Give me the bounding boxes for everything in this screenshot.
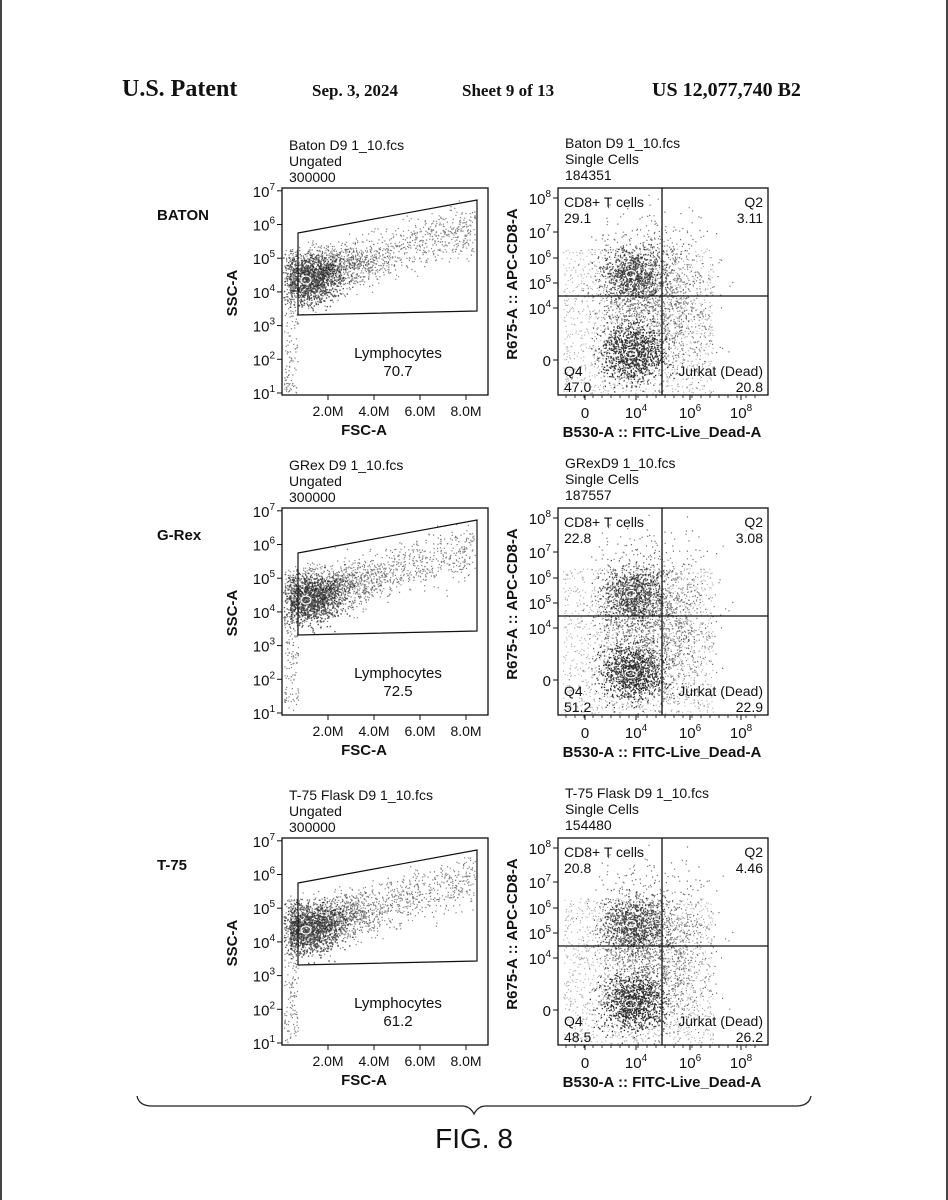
quadrant-q2-value: 3.11 — [736, 210, 763, 226]
y-tick-label: $10^8$ — [528, 839, 551, 858]
y-tick-label: $10^3$ — [252, 636, 275, 656]
x-tick-label: 8.0M — [450, 1053, 482, 1069]
quadrant-q2-value: 3.08 — [735, 530, 763, 546]
x-tick-label: 6.0M — [404, 1053, 436, 1069]
y-tick-label: $10^3$ — [252, 316, 275, 336]
y-tick-label: $10^4$ — [528, 299, 551, 318]
y-tick-label: $10^1$ — [252, 1034, 275, 1053]
x-tick-label: $10^6$ — [678, 403, 702, 422]
y-tick-label: $10^5$ — [252, 249, 275, 269]
quadrant-q2-name: Q2 — [744, 844, 763, 860]
scatter-plot-livedead-cd8 — [504, 135, 768, 441]
y-tick-label: $10^2$ — [252, 1000, 275, 1020]
gate-name: Lymphocytes — [354, 995, 442, 1012]
quadrant-q4-value: 48.5 — [564, 1029, 592, 1045]
y-tick-label: $10^7$ — [528, 543, 551, 562]
y-axis-label: SSC-A — [224, 919, 241, 967]
plot-gate: Ungated — [289, 473, 342, 489]
y-tick-label: $10^6$ — [252, 215, 275, 235]
y-tick-label: $10^6$ — [252, 535, 275, 555]
patent-number: US 12,077,740 B2 — [652, 79, 801, 101]
y-tick-label: $10^6$ — [252, 865, 275, 885]
x-axis-label: B530-A :: FITC-Live_Dead-A — [562, 424, 762, 441]
y-tick-label: $10^5$ — [528, 924, 551, 943]
x-tick-label: 4.0M — [358, 1053, 390, 1069]
quadrant-q1-name: CD8+ T cells — [564, 194, 645, 210]
y-axis-label: SSC-A — [224, 269, 241, 317]
event-dots — [284, 200, 476, 393]
x-tick-label: $10^4$ — [624, 403, 648, 422]
scatter-plot-fsc-ssc — [157, 787, 488, 1089]
x-tick-label: 0 — [580, 1055, 590, 1072]
x-tick-label: 6.0M — [404, 403, 436, 419]
quadrant-q1-name: CD8+ T cells — [564, 844, 645, 860]
row-label: G-Rex — [157, 527, 202, 544]
quadrant-q3-value: 22.9 — [735, 699, 763, 715]
y-axis-label: R675-A :: APC-CD8-A — [504, 858, 521, 1010]
quadrant-q3-name: Jurkat (Dead) — [678, 1013, 763, 1029]
x-axis-label: FSC-A — [341, 1072, 387, 1089]
y-tick-label: $10^7$ — [252, 181, 275, 201]
quadrant-q1-value: 29.1 — [564, 210, 592, 226]
y-tick-label: 0 — [542, 673, 551, 690]
lymphocyte-gate — [298, 520, 477, 635]
y-tick-label: $10^3$ — [252, 966, 275, 986]
x-tick-label: $10^6$ — [678, 1053, 702, 1072]
x-tick-label: $10^4$ — [624, 1053, 648, 1072]
figure-brace — [137, 1096, 811, 1114]
plot-filename: GRexD9 1_10.fcs — [565, 455, 676, 471]
plot-event-count: 300000 — [289, 169, 336, 185]
y-tick-label: $10^1$ — [252, 704, 275, 723]
y-tick-label: $10^6$ — [528, 569, 551, 588]
x-tick-label: $10^8$ — [729, 403, 753, 422]
event-dots — [284, 524, 476, 711]
x-tick-label: 2.0M — [312, 1053, 344, 1069]
plot-event-count: 300000 — [289, 489, 336, 505]
plot-filename: Baton D9 1_10.fcs — [565, 135, 681, 151]
y-axis-label: R675-A :: APC-CD8-A — [504, 528, 521, 680]
gate-name: Lymphocytes — [354, 665, 442, 682]
x-tick-label: 8.0M — [450, 403, 482, 419]
y-tick-label: $10^4$ — [528, 619, 551, 638]
gate-percent: 61.2 — [383, 1013, 413, 1030]
quadrant-q2-name: Q2 — [744, 194, 763, 210]
row-label: T-75 — [157, 857, 188, 874]
plot-filename: GRex D9 1_10.fcs — [289, 457, 404, 473]
x-axis-label: FSC-A — [341, 422, 387, 439]
quadrant-q4-name: Q4 — [564, 363, 583, 379]
x-axis-label: B530-A :: FITC-Live_Dead-A — [562, 744, 762, 761]
x-tick-label: 4.0M — [358, 403, 390, 419]
y-tick-label: $10^5$ — [252, 899, 275, 919]
figure-label: FIG. 8 — [435, 1123, 513, 1154]
quadrant-q1-value: 22.8 — [564, 530, 592, 546]
plot-filename: Baton D9 1_10.fcs — [289, 137, 405, 153]
y-tick-label: $10^7$ — [528, 223, 551, 242]
y-tick-label: $10^4$ — [528, 949, 551, 968]
quadrant-q1-value: 20.8 — [564, 860, 592, 876]
row-label: BATON — [157, 207, 209, 224]
y-tick-label: $10^8$ — [528, 509, 551, 528]
quadrant-q3-name: Jurkat (Dead) — [678, 363, 763, 379]
patent-label: U.S. Patent — [122, 76, 238, 102]
y-tick-label: $10^5$ — [528, 274, 551, 293]
y-axis-label: R675-A :: APC-CD8-A — [504, 208, 521, 360]
patent-date: Sep. 3, 2024 — [312, 81, 398, 100]
plot-filename: T-75 Flask D9 1_10.fcs — [565, 785, 709, 801]
plot-event-count: 184351 — [565, 167, 612, 183]
y-tick-label: $10^2$ — [252, 670, 275, 690]
x-tick-label: 0 — [580, 725, 590, 742]
plot-event-count: 300000 — [289, 819, 336, 835]
quadrant-q3-value: 26.2 — [735, 1029, 763, 1045]
plot-gate: Ungated — [289, 803, 342, 819]
gate-percent: 72.5 — [383, 683, 413, 700]
plot-gate: Single Cells — [565, 471, 639, 487]
plot-event-count: 187557 — [565, 487, 612, 503]
scatter-plot-fsc-ssc — [157, 457, 488, 759]
quadrant-q1-name: CD8+ T cells — [564, 514, 645, 530]
x-axis-label: FSC-A — [341, 742, 387, 759]
y-tick-label: 0 — [542, 1003, 551, 1020]
y-tick-label: $10^4$ — [252, 282, 275, 302]
y-tick-label: $10^8$ — [528, 189, 551, 208]
plot-gate: Single Cells — [565, 151, 639, 167]
x-tick-label: $10^4$ — [624, 723, 648, 742]
y-tick-label: $10^2$ — [252, 350, 275, 370]
y-tick-label: $10^7$ — [528, 873, 551, 892]
plot-gate: Single Cells — [565, 801, 639, 817]
x-tick-label: 6.0M — [404, 723, 436, 739]
y-tick-label: $10^4$ — [252, 932, 275, 952]
x-tick-label: 4.0M — [358, 723, 390, 739]
plot-filename: T-75 Flask D9 1_10.fcs — [289, 787, 433, 803]
y-tick-label: $10^1$ — [252, 384, 275, 403]
quadrant-q3-name: Jurkat (Dead) — [678, 683, 763, 699]
y-tick-label: $10^7$ — [252, 831, 275, 851]
gate-name: Lymphocytes — [354, 345, 442, 362]
y-tick-label: $10^6$ — [528, 899, 551, 918]
y-tick-label: $10^6$ — [528, 249, 551, 268]
scatter-plot-livedead-cd8 — [504, 455, 768, 761]
y-tick-label: $10^5$ — [252, 569, 275, 589]
quadrant-q4-value: 51.2 — [564, 699, 592, 715]
x-tick-label: $10^8$ — [729, 723, 753, 742]
x-axis-label: B530-A :: FITC-Live_Dead-A — [562, 1074, 762, 1091]
y-tick-label: 0 — [542, 353, 551, 370]
y-tick-label: $10^4$ — [252, 602, 275, 622]
x-tick-label: $10^8$ — [729, 1053, 753, 1072]
patent-sheet: Sheet 9 of 13 — [462, 81, 555, 100]
scatter-plot-livedead-cd8 — [504, 785, 768, 1091]
x-tick-label: 2.0M — [312, 723, 344, 739]
x-tick-label: 8.0M — [450, 723, 482, 739]
quadrant-q4-name: Q4 — [564, 683, 583, 699]
quadrant-q4-name: Q4 — [564, 1013, 583, 1029]
y-axis-label: SSC-A — [224, 589, 241, 637]
quadrant-q4-value: 47.0 — [564, 379, 592, 395]
plot-event-count: 154480 — [565, 817, 612, 833]
quadrant-q3-value: 20.8 — [735, 379, 763, 395]
y-tick-label: $10^7$ — [252, 501, 275, 521]
quadrant-q2-name: Q2 — [744, 514, 763, 530]
x-tick-label: $10^6$ — [678, 723, 702, 742]
plot-gate: Ungated — [289, 153, 342, 169]
quadrant-q2-value: 4.46 — [735, 860, 763, 876]
x-tick-label: 2.0M — [312, 403, 344, 419]
y-tick-label: $10^5$ — [528, 594, 551, 613]
gate-percent: 70.7 — [383, 363, 413, 380]
x-tick-label: 0 — [580, 405, 590, 422]
scatter-plot-fsc-ssc — [157, 137, 488, 439]
